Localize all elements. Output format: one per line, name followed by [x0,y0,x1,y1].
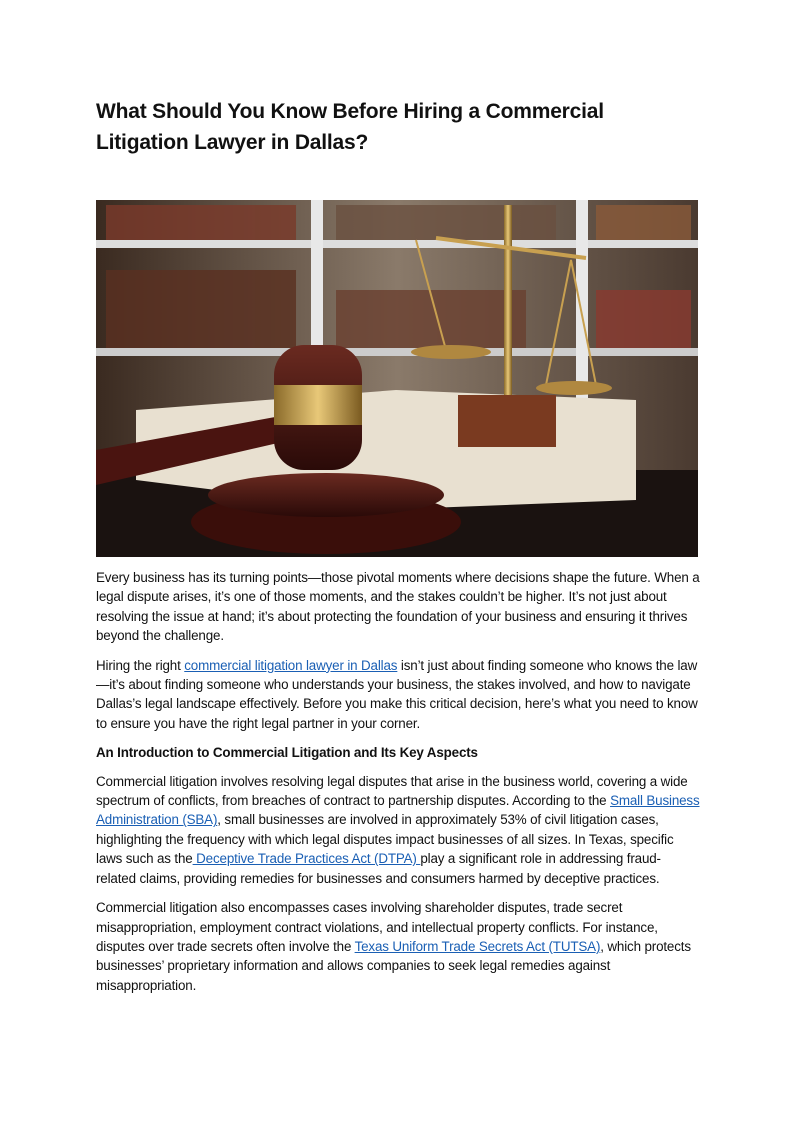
page-title: What Should You Know Before Hiring a Commercial Litigation Lawyer in Dallas? [96,100,604,154]
paragraph-trade-secrets [96,898,700,995]
text: play a significant role in addressing fraud-related claims, providing remedies for businesses and consumers harmed by deceptive practices. [96,851,661,886]
text: Commercial litigation also encompasses cases involving shareholder disputes, trade secret misappropriation, employment contract violations, and intellectual property conflicts. For instance, disputes over trade secrets often involve the [96,900,658,954]
section-heading: An Introduction to Commercial Litigation and Its Key Aspects [96,745,478,761]
text: Commercial litigation involves resolving legal disputes that arise in the business world, covering a wide spectrum of conflicts, from breaches of contract to partnership disputes. According to the [96,773,688,809]
dtpa-link[interactable]: Deceptive Trade Practices Act (DTPA) [192,851,421,867]
sba-link[interactable]: Small Business Administration (SBA) [96,793,700,828]
text: , small businesses are involved in approximately 53% of civil litigation cases, highlighting the frequency with which legal disputes impact businesses of all sizes. In Texas, specific laws such as the [96,812,674,867]
text: , which protects businesses’ proprietary information and allows companies to seek legal remedies against misappropriation. [96,938,691,993]
paragraph-intro: Every business has its turning points—those pivotal moments where decisions shape the future. When a legal dispute arises, it’s one of those moments, and the stakes couldn’t be higher. It’s not just about resolving the issue at hand; it’s about protecting the foundation of your business and ensuring it thrives beyond the challenge. [96,570,700,644]
article-body [96,568,700,1005]
commercial-litigation-lawyer-link[interactable]: commercial litigation lawyer in Dallas [184,657,398,673]
hero-image [96,200,698,557]
paragraph-hiring [96,656,700,734]
text: isn’t just about finding someone who knows the law—it’s about finding someone who understands your business, the stakes involved, and how to navigate Dallas’s legal landscape effectively. Before you make this critical decision, here’s what you need to know to ensure you have the right legal partner in your corner. [96,657,698,731]
text: Hiring the right [96,657,185,673]
tutsa-link[interactable]: Texas Uniform Trade Secrets Act (TUTSA) [354,938,601,954]
paragraph-commercial-litigation [96,772,700,888]
gavel-scales-illustration [96,200,698,557]
